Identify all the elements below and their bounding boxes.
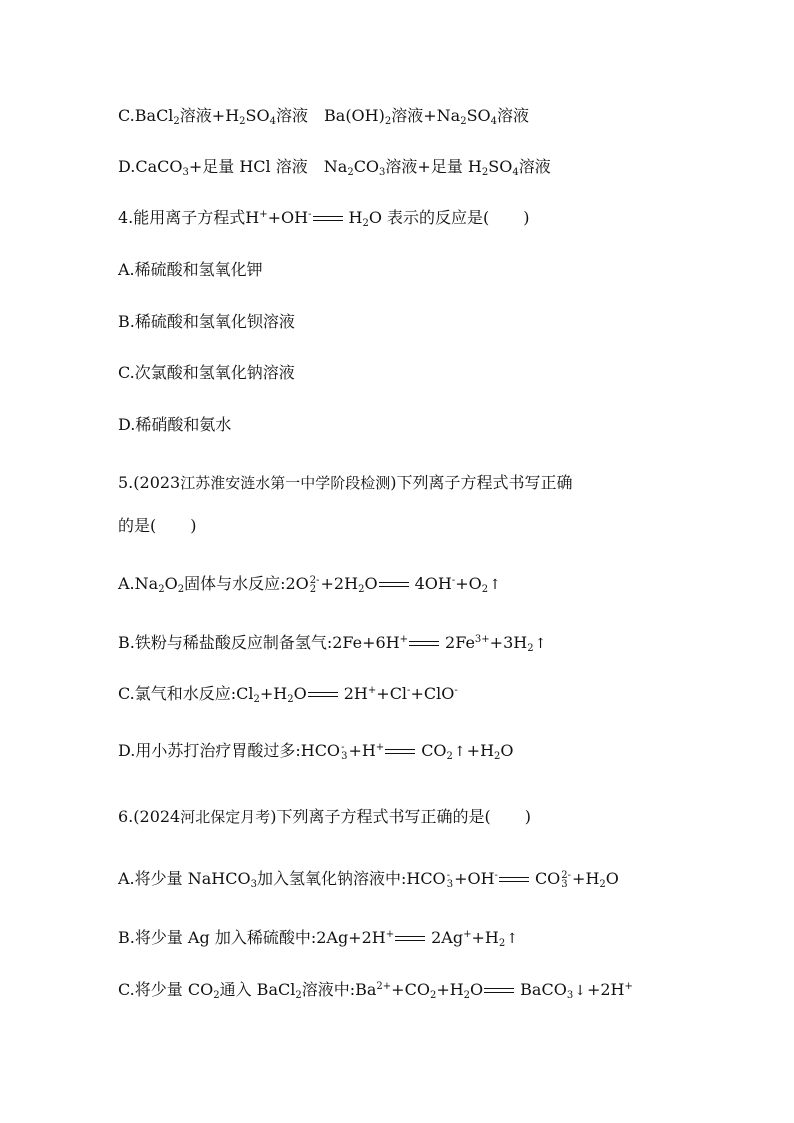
q5-option-d: D.用小苏打治疗胃酸过多:HCO - 3 +H+ $CO_2↑+H_2O$ xyxy=(118,741,514,762)
q4-stem: 4.能用离子方程式H++OH- $H_2O$ 表示的反应是( ) xyxy=(118,208,530,229)
q5-stem: 5.(2023江苏淮安涟水第一中学阶段检测)下列离子方程式书写正确 xyxy=(118,473,573,492)
gas-arrow-icon: ↑ xyxy=(534,636,547,652)
q3-option-d: D.CaCO$_3$+足量 HCl 溶液 $Na_2CO_3$溶液+足量 $H_2SO_4$溶液 xyxy=(118,157,551,178)
q4-option-b: B.稀硫酸和氢氧化钡溶液 xyxy=(118,312,295,331)
q6-option-b: B.将少量 Ag 加入稀硫酸中:2Ag+2H+ $2Ag^++H_2↑$ xyxy=(118,928,518,949)
gas-arrow-icon: ↑ xyxy=(506,931,518,947)
equals-sign xyxy=(395,936,425,941)
q5-option-c: C.氯气和水反应$:Cl_2+H_2O$ 2H++Cl-+ClO- xyxy=(118,684,458,705)
q6-stem: 6.(2024河北保定月考)下列离子方程式书写正确的是( ) xyxy=(118,807,531,826)
gas-arrow-icon: ↑ xyxy=(453,744,466,760)
q5-stem-cont: 的是( ) xyxy=(118,516,197,535)
q4-option-a: A.稀硫酸和氢氧化钾 xyxy=(118,260,263,279)
equals-sign xyxy=(313,216,343,221)
q6-source: 河北保定月考 xyxy=(180,808,271,826)
q4-option-d: D.稀硝酸和氨水 xyxy=(118,415,232,434)
q5-option-b: B.铁粉与稀盐酸反应制备氢气:2Fe+6H+ $2Fe^{3+}+3H_2↑$ xyxy=(118,633,547,654)
equals-sign xyxy=(308,692,338,697)
equals-sign xyxy=(409,641,439,646)
equals-sign xyxy=(499,877,529,882)
equals-sign xyxy=(385,749,415,754)
q5-option-a: $A.Na_2O_2$固体与水反应:2O 2- 2 $+2H_2O$ $4OH^-+O_2↑$ xyxy=(118,574,501,595)
q5-source: 江苏淮安涟水第一中学阶段检测 xyxy=(180,474,391,492)
q6-option-c: C.将少量 $CO_2$通入 BaCl$_2$溶液中$:Ba^{2+}+CO_2+H_2O$ BaCO$_3$↓+2H+ xyxy=(118,980,633,1001)
q4-option-c: C.次氯酸和氢氧化钠溶液 xyxy=(118,363,295,382)
precipitate-arrow-icon: ↓ xyxy=(574,983,586,999)
q3-option-c: C.BaCl$_2$溶液$+H_2SO_4$溶液 $Ba(OH)_2$溶液$+Na_2SO_4$溶液 xyxy=(118,106,530,127)
equals-sign xyxy=(484,988,514,993)
gas-arrow-icon: ↑ xyxy=(489,577,501,593)
q6-option-a: A.将少量 NaHCO$_3$加入氢氧化钠溶液中:HCO - 3 +OH- CO 2- 3 $+H_2O$ xyxy=(118,869,619,890)
equals-sign xyxy=(379,582,409,587)
